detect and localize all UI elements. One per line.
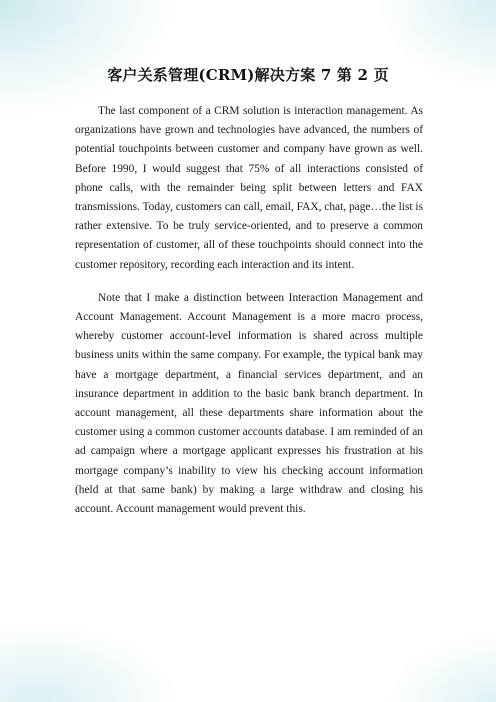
paragraph-account-management: Note that I make a distinction between Interaction Management and Account Management. Account Management is a more macro process, whereby customer account-level information is shared across multiple business units within the same company. For example, the typical bank may have a mortgage department, a financial services department, and an insurance department in addition to the basic bank branch department. In account management, all these departments share information about the customer using a common customer accounts database. I am reminded of an ad campaign where a mortgage applicant expresses his frustration at his mortgage company’s inability to view his checking account information (held at that same bank) by making a large withdraw and closing his account. Account management would prevent this.: [75, 291, 423, 516]
document-body: [75, 102, 423, 519]
page-title: 客户关系管理(CRM)解决方案 7 第 2 页: [107, 66, 389, 84]
paragraph-interaction-management: The last component of a CRM solution is interaction management. As organizations have grown and technologies have advanced, the numbers of potential touchpoints between customer and company have grown as well. Before 1990, I would suggest that 75% of all interactions consisted of phone calls, with the remainder being split between letters and FAX transmissions. Today, customers can call, email, FAX, chat, page…the list is rather extensive. To be truly service-oriented, and to preserve a common representation of customer, all of these touchpoints should connect into the customer repository, recording each interaction and its intent.: [75, 105, 423, 271]
